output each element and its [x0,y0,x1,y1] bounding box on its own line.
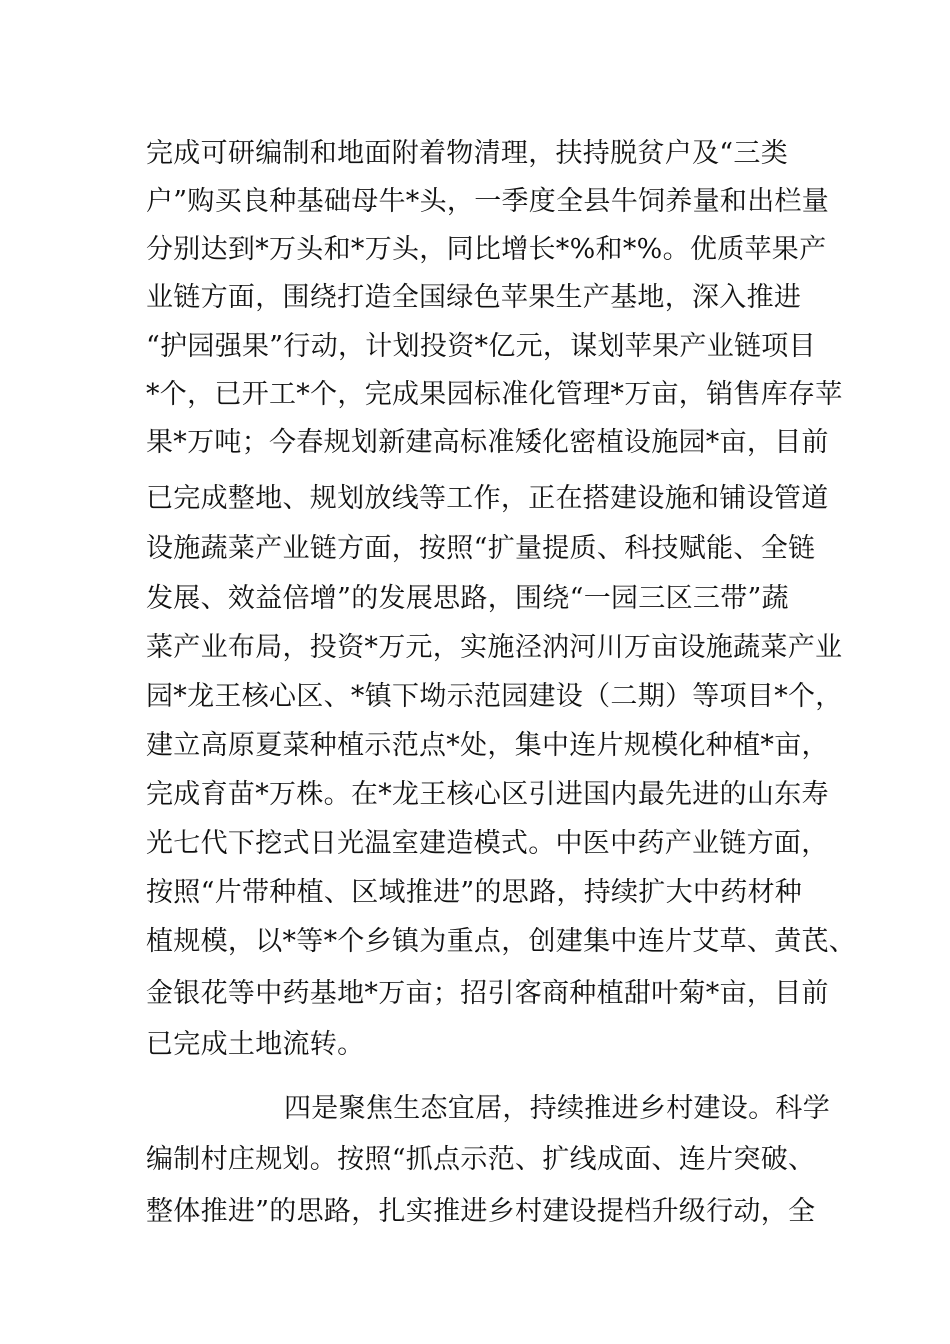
text-line: “护园强果”行动，计划投资*亿元，谋划苹果产业链项目 [146,331,816,362]
text-line: 光七代下挖式日光温室建造模式。中医中药产业链方面， [146,828,829,859]
text-line: 编制村庄规划。按照“抓点示范、扩线成面、连片突破、 [146,1144,816,1175]
text-line: *个，已开工*个，完成果园标准化管理*万亩，销售库存苹 [146,379,843,410]
text-line: 设施蔬菜产业链方面，按照“扩量提质、科技赋能、全链 [146,533,816,564]
text-line: 按照“片带种植、区域推进”的思路，持续扩大中药材种 [146,877,803,908]
paragraph-heading-line: 四是聚焦生态宜居，持续推进乡村建设。科学 [284,1093,830,1124]
text-line: 整体推进”的思路，扎实推进乡村建设提档升级行动，全 [146,1196,816,1227]
text-line: 已完成整地、规划放线等工作，正在搭建设施和铺设管道 [146,483,829,514]
text-line: 业链方面，围绕打造全国绿色苹果生产基地，深入推进 [146,282,802,313]
text-line: 植规模，以*等*个乡镇为重点，创建集中连片艾草、黄芪、 [146,926,857,957]
text-line: 菜产业布局，投资*万元，实施泾汭河川万亩设施蔬菜产业 [146,632,843,663]
text-line: 完成可研编制和地面附着物清理，扶持脱贫户及“三类 [146,138,789,169]
text-line: 分别达到*万头和*万头，同比增长*%和*%。优质苹果产 [146,234,827,265]
text-line: 户”购买良种基础母牛*头，一季度全县牛饲养量和出栏量 [146,186,830,217]
text-line: 金银花等中药基地*万亩；招引客商种植甜叶菊*亩，目前 [146,978,829,1009]
text-line: 建立高原夏菜种植示范点*处，集中连片规模化种植*亩， [146,730,829,761]
text-line: 发展、效益倍增”的发展思路，围绕“一园三区三带”蔬 [146,583,789,614]
text-line: 园*龙王核心区、*镇下坳示范园建设（二期）等项目*个， [146,681,843,712]
text-line: 果*万吨；今春规划新建高标准矮化密植设施园*亩，目前 [146,427,829,458]
text-line: 已完成土地流转。 [146,1029,365,1060]
text-line: 完成育苗*万株。在*龙王核心区引进国内最先进的山东寿 [146,779,829,810]
